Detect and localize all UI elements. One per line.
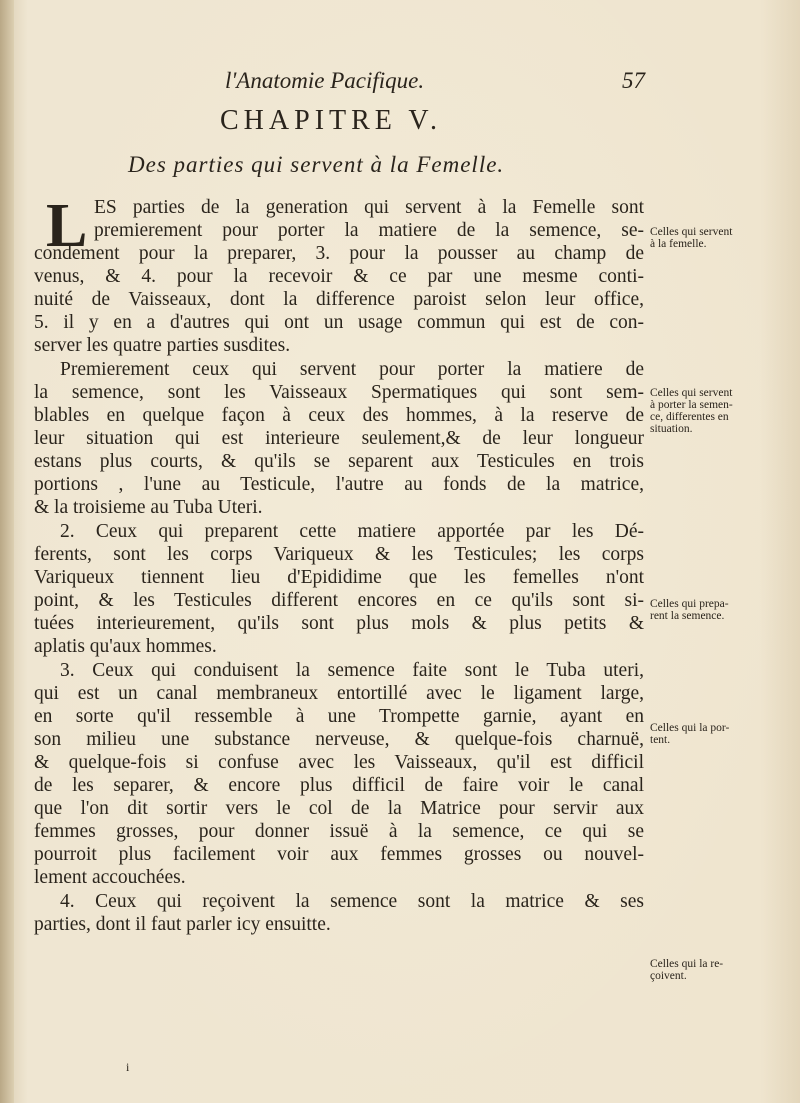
margin-note-line: çoivent. <box>650 970 687 982</box>
text-line: 2. Ceux qui preparent cette matiere apportée par les Dé- <box>60 521 644 542</box>
margin-note-line: à la femelle. <box>650 238 707 250</box>
text-line: son milieu une substance nerveuse, & quelque-fois charnuë, <box>34 729 644 750</box>
text-line: parties, dont il faut parler icy ensuitte. <box>34 914 331 935</box>
text-line: pourroit plus facilement voir aux femmes grosses ou nouvel- <box>34 844 644 865</box>
text-line: & quelque-fois si confuse avec les Vaisseaux, qu'il est difficil <box>34 752 644 773</box>
paragraph <box>34 192 644 357</box>
text-line: venus, & 4. pour la recevoir & ce par une mesme conti- <box>34 266 644 287</box>
margin-note-line: Celles qui servent <box>650 226 733 238</box>
page-gutter <box>0 0 14 1103</box>
margin-note <box>650 722 775 746</box>
margin-note-line: tent. <box>650 734 671 746</box>
drop-cap: L <box>46 192 88 260</box>
margin-note-line: à porter la semen- <box>650 399 733 411</box>
text-line: ferents, sont les corps Variqueux & les Testicules; les corps <box>34 544 644 565</box>
paragraph <box>34 890 644 936</box>
text-line: Premierement ceux qui servent pour porter la matiere de <box>60 359 644 380</box>
text-line: que l'on dit sortir vers le col de la Matrice pour servir aux <box>34 798 644 819</box>
text-line: 3. Ceux qui conduisent la semence faite sont le Tuba uteri, <box>60 660 644 681</box>
chapter-heading: CHAPITRE V. <box>220 105 443 136</box>
margin-note-line: Celles qui la re- <box>650 958 724 970</box>
margin-note <box>650 598 775 622</box>
margin-note <box>650 387 775 435</box>
footer-mark: i <box>126 1060 130 1074</box>
text-line: de les separer, & encore plus difficil de faire voir le canal <box>34 775 644 796</box>
text-line: premierement pour porter la matiere de la semence, se- <box>94 220 644 241</box>
running-head <box>225 68 645 98</box>
paragraph <box>34 659 644 889</box>
text-line: en sorte qu'il ressemble à une Trompette garnie, ayant en <box>34 706 644 727</box>
paragraph <box>34 520 644 658</box>
margin-note-line: Celles qui servent <box>650 387 733 399</box>
margin-note-line: situation. <box>650 423 693 435</box>
text-line: nuité de Vaisseaux, dont la difference paroist selon leur office, <box>34 289 644 310</box>
text-line: la semence, sont les Vaisseaux Spermatiques qui sont sem- <box>34 382 644 403</box>
margin-note-line: Celles qui prepa- <box>650 598 729 610</box>
text-line: point, & les Testicules different encores en ce qu'ils sont si- <box>34 590 644 611</box>
text-line: & la troisieme au Tuba Uteri. <box>34 497 263 518</box>
margin-note <box>650 958 775 982</box>
margin-note-line: rent la semence. <box>650 610 725 622</box>
text-line: portions , l'une au Testicule, l'autre au fonds de la matrice, <box>34 474 644 495</box>
text-line: blables en quelque façon à ceux des hommes, à la reserve de <box>34 405 644 426</box>
running-head-title: l'Anatomie Pacifique. <box>225 68 425 93</box>
margin-note-line: ce, differentes en <box>650 411 729 423</box>
text-line: qui est un canal membraneux entortillé avec le ligament large, <box>34 683 644 704</box>
chapter-subtitle: Des parties qui servent à la Femelle. <box>128 152 505 177</box>
page-number: 57 <box>622 68 645 93</box>
text-line: 4. Ceux qui reçoivent la semence sont la matrice & ses <box>60 891 644 912</box>
text-line: 5. il y en a d'autres qui ont un usage commun qui est de con- <box>34 312 644 333</box>
text-line: lement accouchées. <box>34 867 186 888</box>
margin-note-line: Celles qui la por- <box>650 722 730 734</box>
text-line: server les quatre parties susdites. <box>34 335 291 356</box>
text-line: condement pour la preparer, 3. pour la pousser au champ de <box>34 243 644 264</box>
body-text <box>34 192 644 936</box>
text-line: aplatis qu'aux hommes. <box>34 636 217 657</box>
text-line: Variqueux tiennent lieu d'Epididime que les femelles n'ont <box>34 567 644 588</box>
text-line: estans plus courts, & qu'ils se separent aux Testicules en trois <box>34 451 644 472</box>
text-line: ES parties de la generation qui servent à la Femelle sont <box>94 197 644 218</box>
margin-note <box>650 226 775 250</box>
text-line: femmes grosses, pour donner issuë à la semence, ce qui se <box>34 821 644 842</box>
text-line: leur situation qui est interieure seulement,& de leur longueur <box>34 428 644 449</box>
text-line: tuées interieurement, qu'ils sont plus mols & plus petits & <box>34 613 644 634</box>
paragraph <box>34 358 644 519</box>
